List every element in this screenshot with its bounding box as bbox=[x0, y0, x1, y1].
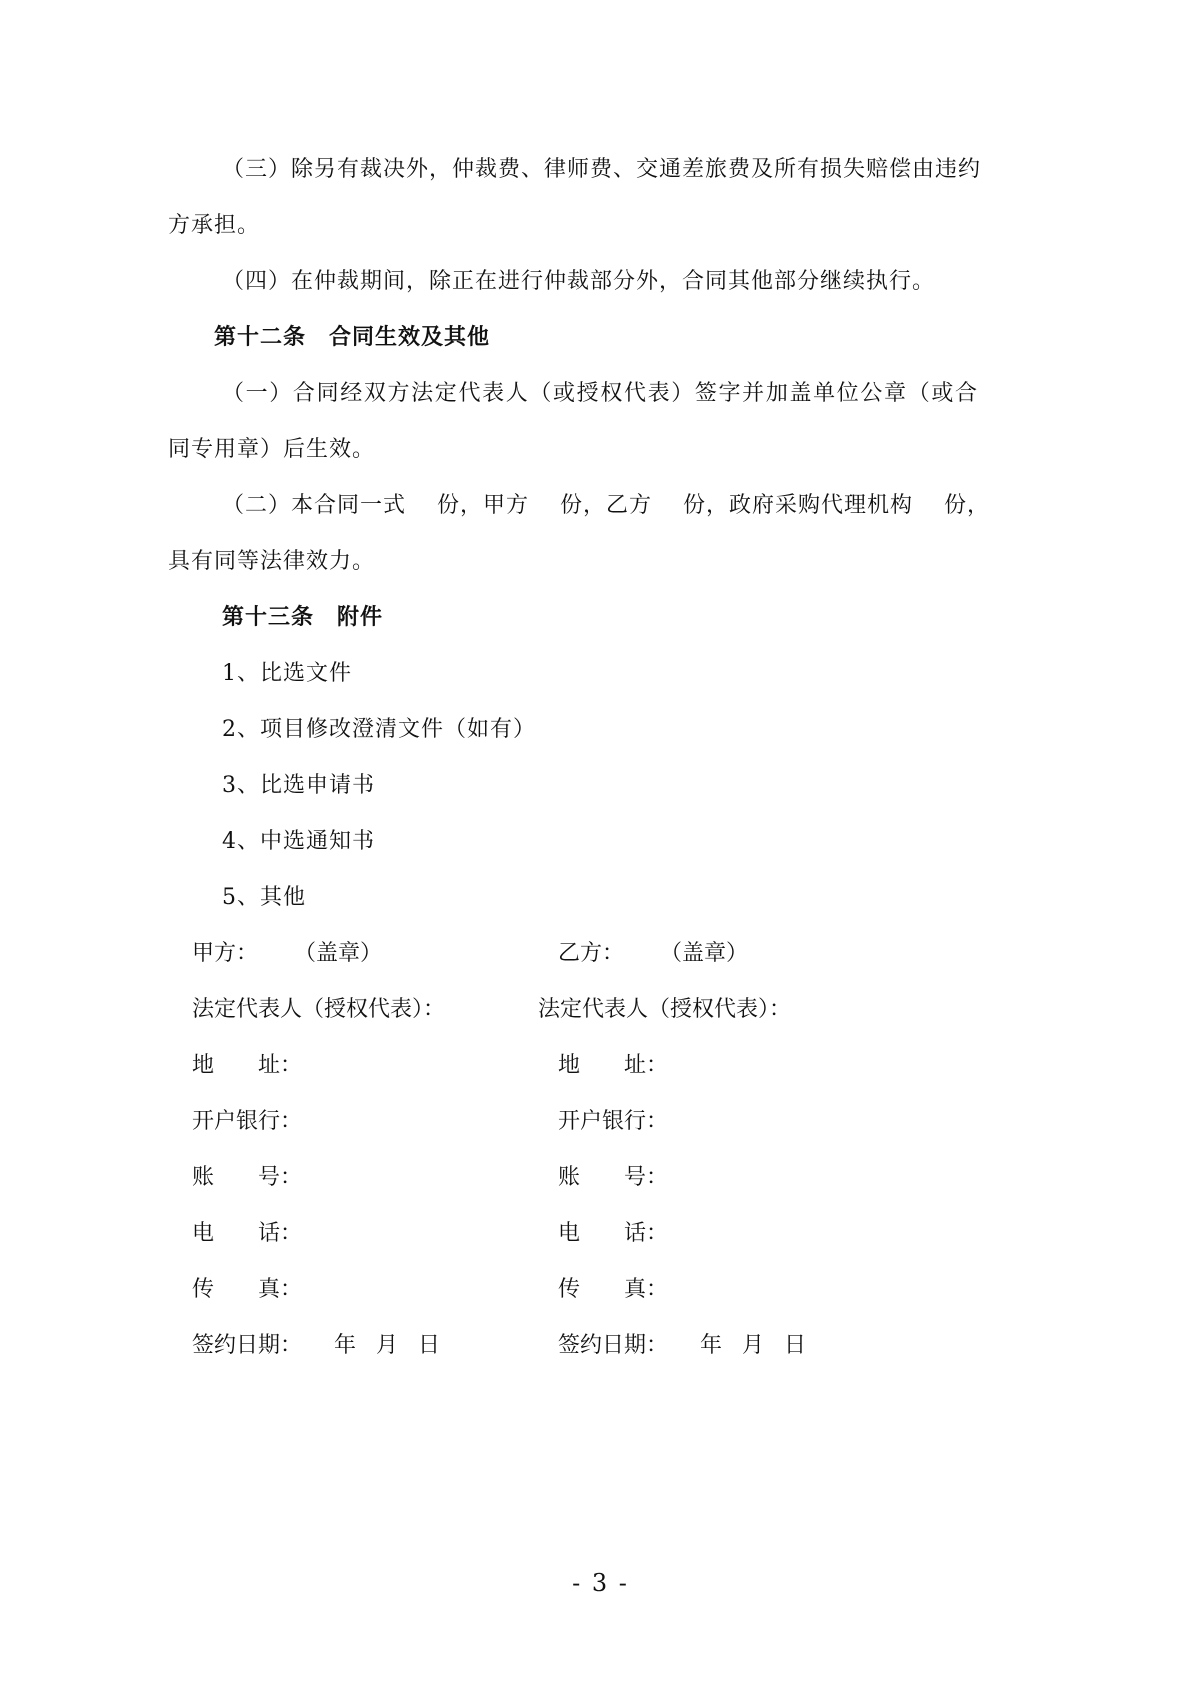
party-a-name-row bbox=[192, 940, 382, 968]
party-b-day: 日 bbox=[784, 1333, 807, 1358]
page-number: - 3 - bbox=[572, 1569, 629, 1597]
party-a-address: 地 址： bbox=[192, 1053, 303, 1078]
party-b-label: 乙方： bbox=[558, 941, 625, 966]
clause11-item4: （四）在仲裁期间，除正在进行仲裁部分外，合同其他部分继续执行。 bbox=[222, 269, 936, 294]
clause13-title: 第十三条 附件 bbox=[222, 605, 384, 630]
party-b-seal: （盖章） bbox=[660, 941, 749, 966]
party-b-month: 月 bbox=[742, 1333, 765, 1358]
party-b-phone: 电 话： bbox=[558, 1221, 669, 1246]
party-a-legal-rep: 法定代表人（授权代表）： bbox=[192, 997, 446, 1022]
clause12-title: 第十二条 合同生效及其他 bbox=[214, 325, 491, 350]
party-a-day: 日 bbox=[418, 1333, 441, 1358]
party-a-year: 年 bbox=[334, 1333, 357, 1358]
party-a-account: 账 号： bbox=[192, 1165, 303, 1190]
party-b-fax: 传 真： bbox=[558, 1277, 669, 1302]
party-b-year: 年 bbox=[700, 1333, 723, 1358]
clause11-item3-line2: 方承担。 bbox=[168, 213, 261, 238]
party-a-fax: 传 真： bbox=[192, 1277, 303, 1302]
party-a-month: 月 bbox=[376, 1333, 399, 1358]
party-a-date-label: 签约日期： bbox=[192, 1333, 303, 1358]
clause12-item2-line2: 具有同等法律效力。 bbox=[168, 549, 376, 574]
party-a-label: 甲方： bbox=[192, 941, 259, 966]
clause12-item1-line1: （一）合同经双方法定代表人（或授权代表）签字并加盖单位公章（或合 bbox=[222, 381, 978, 406]
attachment-item: 5、其他 bbox=[222, 885, 306, 910]
party-b-sign-date bbox=[558, 1332, 806, 1360]
clause11-item3-line1: （三）除另有裁决外，仲裁费、律师费、交通差旅费及所有损失赔偿由违约 bbox=[222, 157, 982, 182]
party-a-bank: 开户银行： bbox=[192, 1109, 303, 1134]
attachment-item: 4、中选通知书 bbox=[222, 829, 375, 854]
party-b-account: 账 号： bbox=[558, 1165, 669, 1190]
party-a-sign-date bbox=[192, 1332, 440, 1360]
attachment-item: 3、比选申请书 bbox=[222, 773, 375, 798]
attachment-item: 2、项目修改澄清文件（如有） bbox=[222, 717, 536, 742]
party-b-date-label: 签约日期： bbox=[558, 1333, 669, 1358]
party-b-bank: 开户银行： bbox=[558, 1109, 669, 1134]
party-b-name-row bbox=[558, 940, 748, 968]
clause12-item1-line2: 同专用章）后生效。 bbox=[168, 437, 376, 462]
party-a-phone: 电 话： bbox=[192, 1221, 303, 1246]
attachment-item: 1、比选文件 bbox=[222, 661, 352, 686]
clause12-item2-line1: （二）本合同一式 份，甲方 份，乙方 份，政府采购代理机构 份， bbox=[222, 493, 990, 518]
party-b-address: 地 址： bbox=[558, 1053, 669, 1078]
party-b-legal-rep: 法定代表人（授权代表）： bbox=[538, 997, 792, 1022]
party-a-seal: （盖章） bbox=[294, 941, 383, 966]
